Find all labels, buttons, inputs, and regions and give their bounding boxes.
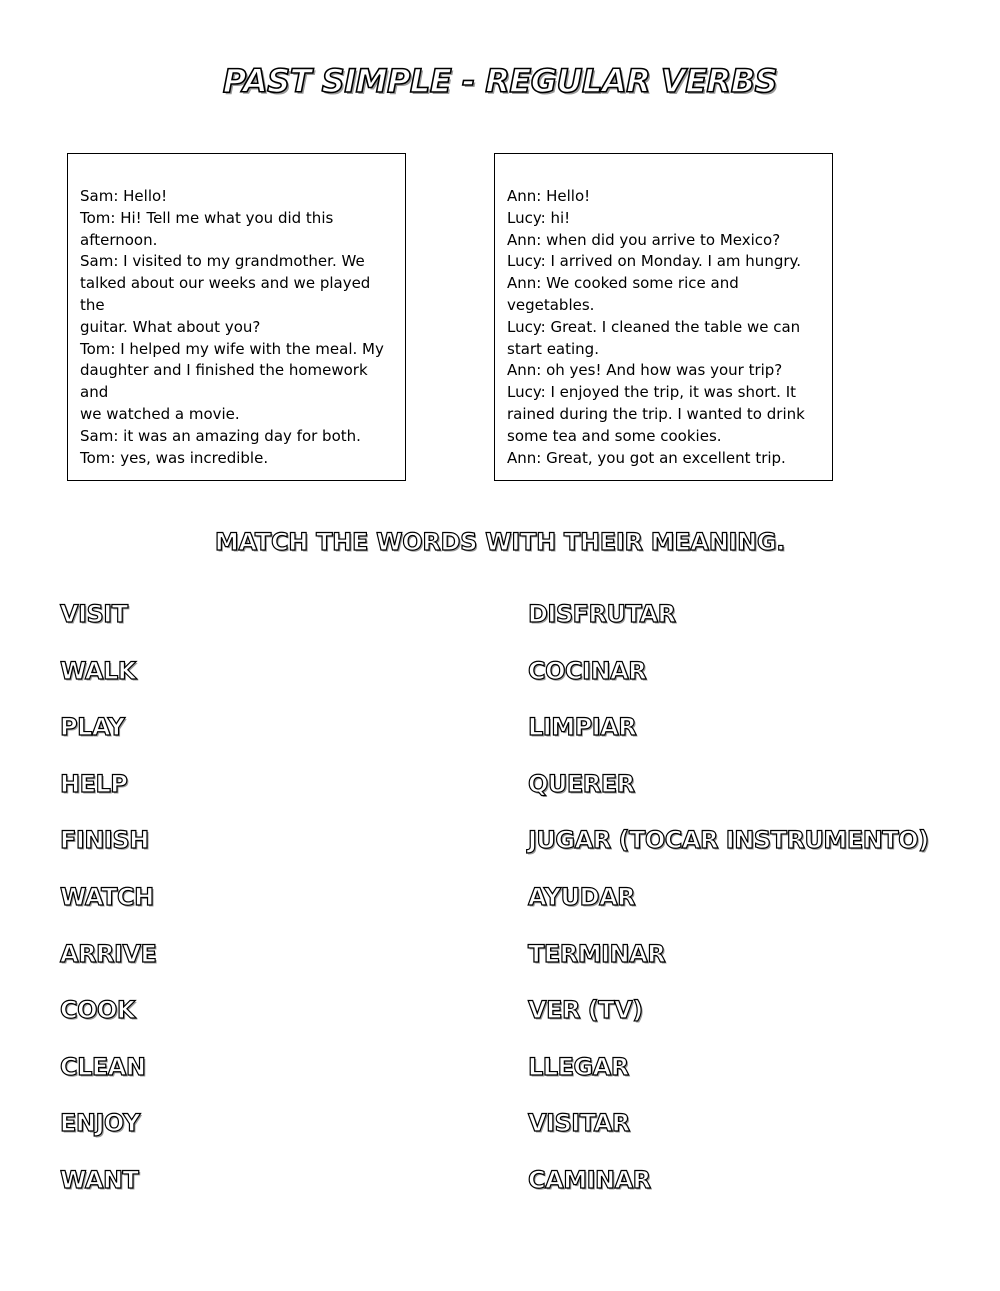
dialog-line: Lucy: Great. I cleaned the table we can (507, 317, 801, 336)
spanish-word-list (528, 600, 929, 1223)
english-word[interactable]: FINISH (60, 826, 149, 855)
spanish-word[interactable]: CAMINAR (528, 1165, 651, 1194)
dialog-line: Sam: Hello! (80, 187, 168, 205)
english-word[interactable]: VISIT (60, 600, 128, 628)
english-word[interactable]: WATCH (60, 882, 154, 911)
dialog-line: Ann: when did you arrive to Mexico? (507, 230, 781, 249)
dialog-line: Ann: oh yes! And how was your trip? (507, 361, 783, 380)
spanish-word[interactable]: JUGAR (TOCAR INSTRUMENTO) (528, 826, 929, 855)
dialog-line: start eating. (507, 339, 599, 358)
spanish-word[interactable]: VER (TV) (528, 996, 643, 1025)
spanish-word[interactable]: QUERER (528, 769, 635, 798)
dialog-line: daughter and I finished the homework and (80, 361, 368, 402)
page-title: PAST SIMPLE - REGULAR VERBS (222, 62, 778, 100)
dialog-line: afternoon. (80, 230, 158, 249)
match-instruction: MATCH THE WORDS WITH THEIR MEANING. (214, 528, 786, 556)
english-word[interactable]: ENJOY (60, 1109, 140, 1138)
dialog-line: Ann: Great, you got an excellent trip. (507, 448, 786, 467)
dialog-line: Tom: I helped my wife with the meal. My (80, 339, 384, 358)
english-word[interactable]: PLAY (60, 713, 125, 742)
dialog-line: Tom: Hi! Tell me what you did this (80, 208, 334, 227)
english-word-list (60, 600, 156, 1223)
dialog-line: rained during the trip. I wanted to drink (507, 404, 805, 423)
spanish-word[interactable]: AYUDAR (528, 882, 636, 911)
dialog-line: Tom: yes, was incredible. (80, 448, 269, 467)
dialog-box-sam-tom (67, 153, 406, 481)
english-word[interactable]: WANT (60, 1165, 139, 1194)
dialog-line: Sam: it was an amazing day for both. (80, 426, 361, 445)
spanish-word[interactable]: COCINAR (528, 656, 647, 685)
dialog-line: some tea and some cookies. (507, 426, 722, 445)
dialog-line: Lucy: I enjoyed the trip, it was short. It (507, 383, 797, 402)
english-word[interactable]: WALK (60, 656, 136, 685)
english-word[interactable]: HELP (60, 769, 128, 798)
spanish-word[interactable]: VISITAR (528, 1109, 630, 1138)
english-word[interactable]: ARRIVE (60, 939, 157, 968)
dialog-line: Ann: We cooked some rice and vegetables. (507, 274, 739, 314)
dialog-line: talked about our weeks and we played the (80, 274, 371, 314)
dialog-line: Sam: I visited to my grandmother. We (80, 252, 365, 271)
dialog-line: Lucy: I arrived on Monday. I am hungry. (507, 252, 802, 271)
english-word[interactable]: COOK (60, 996, 136, 1025)
spanish-word[interactable]: LIMPIAR (528, 713, 637, 742)
spanish-word[interactable]: TERMINAR (528, 939, 666, 968)
spanish-word[interactable]: LLEGAR (528, 1052, 629, 1081)
dialog-line: Ann: Hello! (507, 187, 591, 205)
english-word[interactable]: CLEAN (60, 1052, 146, 1081)
dialog-line: Lucy: hi! (507, 208, 571, 227)
dialog-box-ann-lucy (494, 153, 833, 481)
dialog-line: guitar. What about you? (80, 317, 261, 336)
spanish-word[interactable]: DISFRUTAR (528, 600, 676, 628)
dialog-line: we watched a movie. (80, 404, 240, 423)
